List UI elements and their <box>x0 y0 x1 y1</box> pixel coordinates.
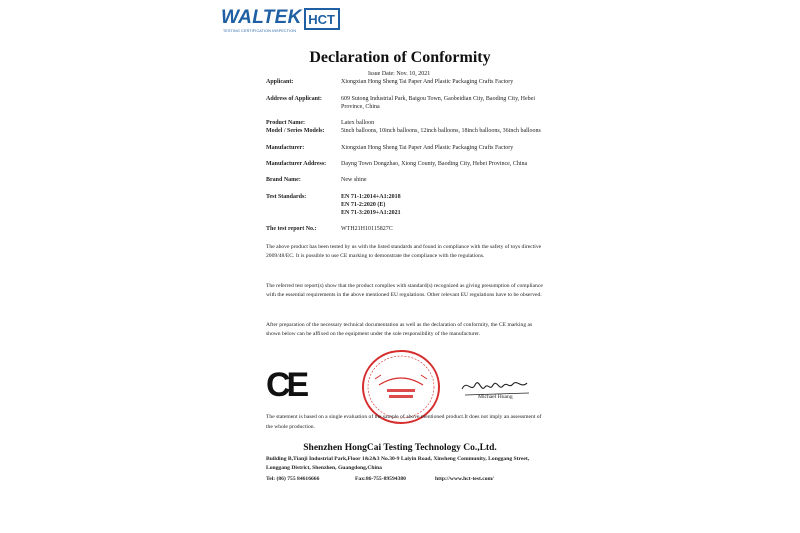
manufacturer-address-label: Manufacturer Address: <box>266 161 327 167</box>
models-label: Model / Series Models: <box>266 128 325 134</box>
waltek-logo <box>221 8 340 38</box>
manufacturer-value: Xiongxian Hong Sheng Tai Paper And Plastic Packaging Crafts Factory <box>341 145 514 151</box>
report-number-label: The test report No.: <box>266 226 317 232</box>
brand-name-value: New shine <box>341 177 367 183</box>
applicant-address-value: 609 Sutong Industrial Park, Baigou Town, Gaobeidian City, Baoding City, Hebei Province, China <box>341 96 536 110</box>
ce-mark: CE <box>266 366 306 404</box>
models-value: 5inch balloons, 10inch balloons, 12inch balloons, 18inch balloons, 36inch balloons <box>341 128 541 134</box>
product-name-label: Product Name: <box>266 120 306 126</box>
page-title: Declaration of Conformity <box>309 49 491 66</box>
logo-tagline: TESTING CERTIFICATION INSPECTION <box>223 29 297 33</box>
test-standard-1: EN 71-1:2014+A1:2018 <box>341 194 401 200</box>
manufacturer-address-value: Dayng Town Dongzhao, Xiong County, Baoding City, Hebei Province, China <box>341 161 528 167</box>
product-name-value: Latex balloon <box>341 120 375 126</box>
report-number-value: WTH21H10115827C <box>341 226 393 232</box>
brand-name-label: Brand Name: <box>266 177 301 183</box>
issue-date: Issue Date: Nov. 10, 2021 <box>368 71 431 77</box>
applicant-label: Applicant: <box>266 79 294 85</box>
website-link[interactable]: http://www.hct-test.com/ <box>435 476 494 482</box>
signer-name: Michael Huang <box>478 394 513 400</box>
logo-brand: WALTEK <box>221 7 302 28</box>
manufacturer-label: Manufacturer: <box>266 145 305 151</box>
paragraph-ce-marking: After preparation of the necessary technical documentation as well as the declaration of conformity, the CE marking as shown below can be affixed on the equipment under the sole responsibility of the manufacturer. <box>266 322 533 337</box>
paragraph-tested: The above product has been tested by us with the listed standards and found in compliance with the safety of toys directive 2009/48/EC. It is possible to use CE marking to demonstrate the compliance with the regulations. <box>266 244 542 259</box>
hct-logo-mark: HCT <box>304 8 340 30</box>
test-standard-2: EN 71-2:2020 (E) <box>341 202 386 208</box>
applicant-address-label: Address of Applicant: <box>266 96 322 102</box>
test-standards-label: Test Standards: <box>266 194 307 200</box>
statement-text: The statement is based on a single evaluation of the sample of above mentioned product.It does not imply an assessment of the whole production. <box>266 414 542 430</box>
company-address: Building B,Tianji Industrial Park,Floor 1&2&3 No.30-9 Laiyin Road, Xinsheng Community, Longgang Street, Longgang District, Shenzhen, Guangdong,China <box>266 456 530 471</box>
telephone: Tel: (86) 755 84616666 <box>266 476 320 482</box>
company-name: Shenzhen HongCai Testing Technology Co.,Ltd. <box>303 443 497 453</box>
applicant-value: Xiongxian Hong Sheng Tai Paper And Plastic Packaging Crafts Factory <box>341 79 514 85</box>
fax: Fax:86-755-89594380 <box>355 476 406 482</box>
test-standard-3: EN 71-3:2019+A1:2021 <box>341 210 401 216</box>
paragraph-compliance: The referred test report(s) show that the product complies with standard(s) recognized as giving presumption of compliance with the essential requirements in the above mentioned EU regulations. Other relevant EU regulations have to be observed. <box>266 283 543 298</box>
